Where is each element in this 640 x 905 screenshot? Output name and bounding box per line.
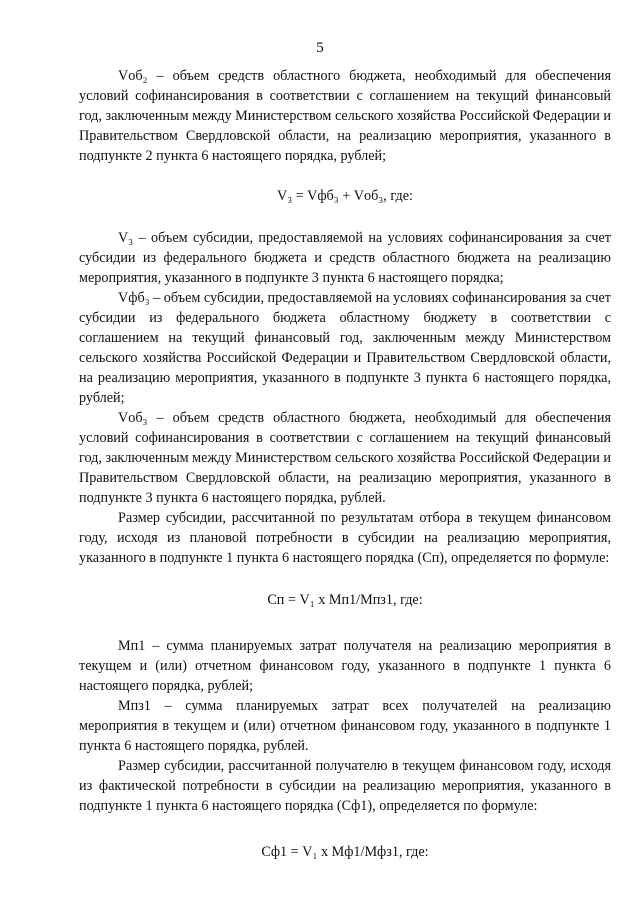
definition-mp1: Мп1 – сумма планируемых затрат получателя на реализацию мероприятия в текущем и (или) отчетном финансовом году, указанного в подпункте 1 пункта 6 настоящего порядка, рублей; <box>79 638 611 694</box>
page-number: 5 <box>316 40 324 56</box>
definition-mpz1: Мпз1 – сумма планируемых затрат всех получателей на реализацию мероприятия в текущем и (или) отчетном финансовом году, указанного в подпункте 1 пункта 6 настоящего порядка, рублей. <box>79 698 611 754</box>
paragraph-subsidy-actual: Размер субсидии, рассчитанной получателю в текущем финансовом году, исходя из фактической потребности в субсидии на реализацию мероприятия, указанного в подпункте 1 пункта 6 настоящего порядка (Сф1), определяется по формуле: <box>79 758 611 814</box>
formula-cf1: Сф1 = V₁ х Мф1/Мфз1, где: <box>261 844 429 860</box>
definition-vob2: Vоб₂ – объем средств областного бюджета, необходимый для обеспечения условий софинансирования в соответствии с соглашением на текущий финансовый год, заключенным между Министерством сельского хозяйства Российской Федерации и Правительством Свердловской области, на реализацию мероприятия, указанного в подпункте 2 пункта 6 настоящего порядка, рублей; <box>79 68 611 164</box>
formula-v3: V₃ = Vфб₃ + Vоб₃, где: <box>277 188 413 204</box>
document-body <box>79 66 611 862</box>
definition-vfb3: Vфб₃ – объем субсидии, предоставляемой на условиях софинансирования за счет субсидии из федерального бюджета областному бюджету в соответствии с соглашением на текущий финансовый год, заключенным между Министерством сельского хозяйства Российской Федерации и Правительством Свердловской области, на реализацию мероприятия, указанного в подпункте 3 пункта 6 настоящего порядка, рублей; <box>79 290 611 406</box>
paragraph-subsidy-planned: Размер субсидии, рассчитанной по результатам отбора в текущем финансовом году, исходя из плановой потребности в субсидии на реализацию мероприятия, указанного в подпункте 1 пункта 6 настоящего порядка (Сп), определяется по формуле: <box>79 510 611 566</box>
formula-cp: Сп = V₁ х Мп1/Мпз1, где: <box>267 592 423 608</box>
definition-v3: V₃ – объем субсидии, предоставляемой на условиях софинансирования за счет субсидии из федерального бюджета и средств областного бюджета на реализацию мероприятия, указанного в подпункте 3 пункта 6 настоящего порядка; <box>79 230 611 286</box>
definition-vob3: Vоб₃ – объем средств областного бюджета, необходимый для обеспечения условий софинансирования в соответствии с соглашением на текущий финансовый год, заключенным между Министерством сельского хозяйства Российской Федерации и Правительством Свердловской области, на реализацию мероприятия, указанного в подпункте 3 пункта 6 настоящего порядка, рублей. <box>79 410 611 506</box>
